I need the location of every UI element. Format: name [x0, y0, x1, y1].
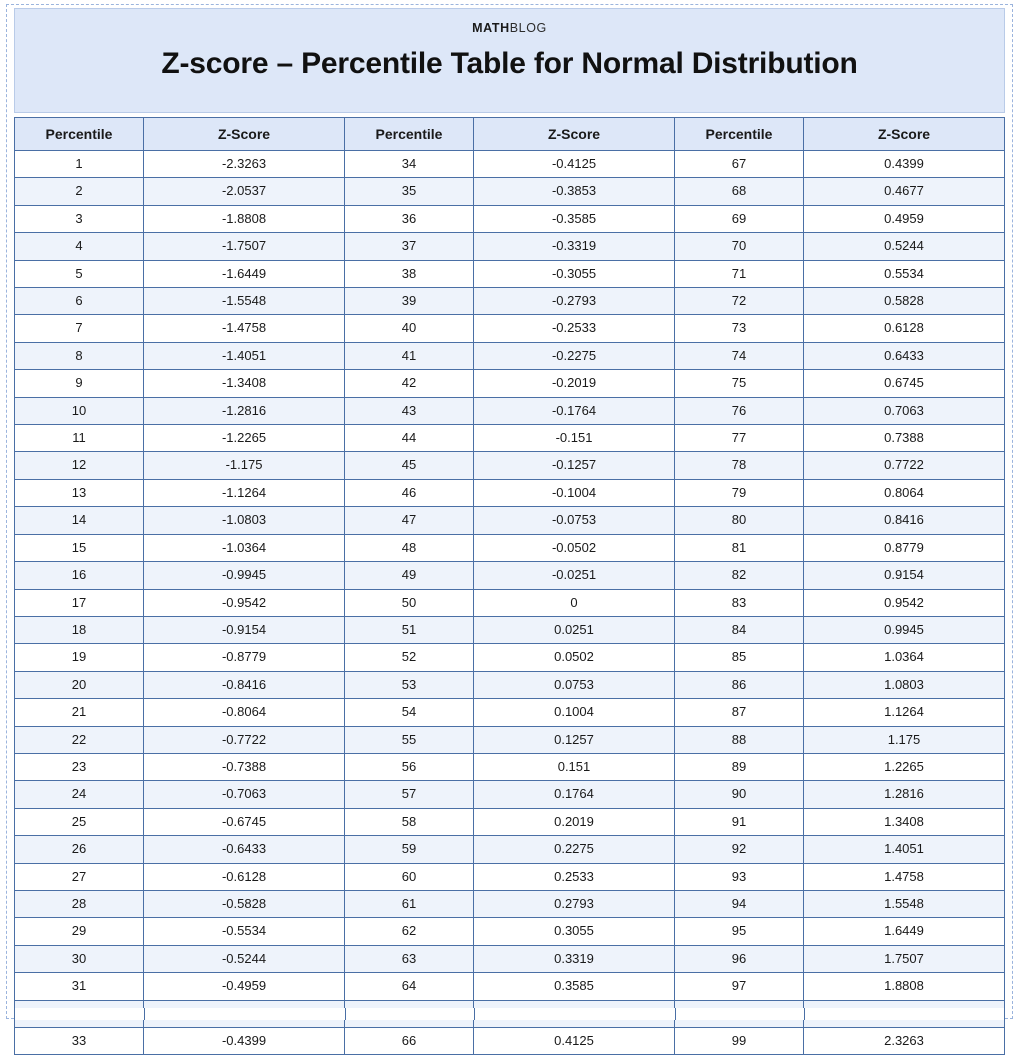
z-score-percentile-table — [14, 117, 1005, 1055]
cell-zscore: 0 — [474, 589, 675, 616]
table-row — [15, 288, 1005, 315]
cell-percentile: 22 — [15, 726, 144, 753]
cell-percentile: 12 — [15, 452, 144, 479]
column-header-percentile-2: Percentile — [345, 118, 474, 151]
cell-zscore: 1.3408 — [804, 808, 1005, 835]
cell-zscore: -0.6128 — [144, 863, 345, 890]
cell-zscore: -0.5828 — [144, 890, 345, 917]
cell-zscore: -0.2019 — [474, 370, 675, 397]
table-bottom-edge — [14, 1008, 1005, 1020]
cell-percentile: 31 — [15, 973, 144, 1000]
cell-percentile: 91 — [675, 808, 804, 835]
table-body — [15, 151, 1005, 1055]
cell-percentile: 8 — [15, 342, 144, 369]
cell-percentile: 35 — [345, 178, 474, 205]
cell-zscore: -1.8808 — [144, 205, 345, 232]
cell-zscore: -0.4125 — [474, 151, 675, 178]
table-row — [15, 616, 1005, 643]
cell-zscore: -0.5534 — [144, 918, 345, 945]
table-row — [15, 973, 1005, 1000]
cell-zscore: 0.9154 — [804, 562, 1005, 589]
cell-percentile: 34 — [345, 151, 474, 178]
cell-percentile: 56 — [345, 753, 474, 780]
cell-zscore: 0.1257 — [474, 726, 675, 753]
cell-percentile: 39 — [345, 288, 474, 315]
table-row — [15, 315, 1005, 342]
cell-zscore: 1.175 — [804, 726, 1005, 753]
table-row — [15, 644, 1005, 671]
cell-zscore: 0.7388 — [804, 425, 1005, 452]
cell-zscore: 0.5534 — [804, 260, 1005, 287]
cell-zscore: -1.0364 — [144, 534, 345, 561]
cell-zscore: -0.0251 — [474, 562, 675, 589]
table-row — [15, 863, 1005, 890]
cell-percentile: 3 — [15, 205, 144, 232]
table-row — [15, 890, 1005, 917]
cell-percentile: 95 — [675, 918, 804, 945]
cell-zscore: 0.4125 — [474, 1028, 675, 1055]
column-header-zscore-3: Z-Score — [804, 118, 1005, 151]
cell-zscore: -0.3853 — [474, 178, 675, 205]
table-row — [15, 836, 1005, 863]
cell-zscore: -0.0502 — [474, 534, 675, 561]
table-row — [15, 1028, 1005, 1055]
cell-zscore: 1.7507 — [804, 945, 1005, 972]
cell-zscore: -1.5548 — [144, 288, 345, 315]
cell-percentile: 71 — [675, 260, 804, 287]
cell-zscore: 0.5244 — [804, 233, 1005, 260]
page-header — [14, 8, 1005, 113]
cell-zscore: 0.5828 — [804, 288, 1005, 315]
cell-percentile: 13 — [15, 479, 144, 506]
cell-percentile: 14 — [15, 507, 144, 534]
cell-percentile: 46 — [345, 479, 474, 506]
cell-percentile: 97 — [675, 973, 804, 1000]
cell-zscore: -0.9154 — [144, 616, 345, 643]
cell-percentile: 38 — [345, 260, 474, 287]
cell-percentile: 28 — [15, 890, 144, 917]
cell-zscore: -0.8064 — [144, 699, 345, 726]
cell-percentile: 10 — [15, 397, 144, 424]
cell-percentile: 44 — [345, 425, 474, 452]
cell-zscore: -0.8416 — [144, 671, 345, 698]
cell-percentile: 48 — [345, 534, 474, 561]
brand-name-bold: MATH — [472, 21, 510, 35]
table-row — [15, 726, 1005, 753]
table-row — [15, 260, 1005, 287]
cell-percentile: 88 — [675, 726, 804, 753]
cell-percentile: 27 — [15, 863, 144, 890]
cell-zscore: 0.8416 — [804, 507, 1005, 534]
cell-percentile: 54 — [345, 699, 474, 726]
cell-percentile: 4 — [15, 233, 144, 260]
cell-zscore: -0.2533 — [474, 315, 675, 342]
cell-zscore: -0.3319 — [474, 233, 675, 260]
cell-zscore: 2.3263 — [804, 1028, 1005, 1055]
cell-percentile: 33 — [15, 1028, 144, 1055]
cell-zscore: -0.7388 — [144, 753, 345, 780]
table-row — [15, 945, 1005, 972]
cell-percentile: 85 — [675, 644, 804, 671]
cell-zscore: 1.0364 — [804, 644, 1005, 671]
table-row — [15, 397, 1005, 424]
cell-percentile: 25 — [15, 808, 144, 835]
cell-zscore: -0.6433 — [144, 836, 345, 863]
table-row — [15, 534, 1005, 561]
cell-percentile: 52 — [345, 644, 474, 671]
cell-percentile: 96 — [675, 945, 804, 972]
cell-percentile: 60 — [345, 863, 474, 890]
cell-percentile: 26 — [15, 836, 144, 863]
cell-percentile: 49 — [345, 562, 474, 589]
cell-percentile: 15 — [15, 534, 144, 561]
cell-zscore: 1.2265 — [804, 753, 1005, 780]
z-score-table-container — [14, 117, 1005, 1055]
cell-zscore: 1.8808 — [804, 973, 1005, 1000]
cell-zscore: -0.1764 — [474, 397, 675, 424]
cell-percentile: 50 — [345, 589, 474, 616]
cell-zscore: -1.2265 — [144, 425, 345, 452]
cell-percentile: 92 — [675, 836, 804, 863]
cell-percentile: 47 — [345, 507, 474, 534]
cell-percentile: 57 — [345, 781, 474, 808]
cell-percentile: 6 — [15, 288, 144, 315]
cell-percentile: 63 — [345, 945, 474, 972]
cell-percentile: 7 — [15, 315, 144, 342]
cell-percentile: 1 — [15, 151, 144, 178]
cell-zscore: -0.2275 — [474, 342, 675, 369]
cell-percentile: 78 — [675, 452, 804, 479]
cell-zscore: 0.3585 — [474, 973, 675, 1000]
cell-zscore: 0.151 — [474, 753, 675, 780]
cell-percentile: 53 — [345, 671, 474, 698]
cell-percentile: 72 — [675, 288, 804, 315]
cell-zscore: 0.6433 — [804, 342, 1005, 369]
cell-zscore: -0.4959 — [144, 973, 345, 1000]
cell-percentile: 20 — [15, 671, 144, 698]
cell-percentile: 69 — [675, 205, 804, 232]
table-row — [15, 342, 1005, 369]
table-row — [15, 781, 1005, 808]
cell-zscore: 1.0803 — [804, 671, 1005, 698]
table-row — [15, 507, 1005, 534]
cell-zscore: 1.2816 — [804, 781, 1005, 808]
cell-zscore: 0.6128 — [804, 315, 1005, 342]
table-row — [15, 918, 1005, 945]
cell-zscore: -0.4399 — [144, 1028, 345, 1055]
cell-percentile: 30 — [15, 945, 144, 972]
cell-percentile: 73 — [675, 315, 804, 342]
cell-zscore: -0.0753 — [474, 507, 675, 534]
cell-percentile: 76 — [675, 397, 804, 424]
cell-percentile: 90 — [675, 781, 804, 808]
cell-zscore: 1.6449 — [804, 918, 1005, 945]
cell-percentile: 21 — [15, 699, 144, 726]
cell-percentile: 77 — [675, 425, 804, 452]
table-row — [15, 452, 1005, 479]
cell-percentile: 45 — [345, 452, 474, 479]
cell-zscore: 0.7722 — [804, 452, 1005, 479]
cell-zscore: -1.6449 — [144, 260, 345, 287]
cell-percentile: 9 — [15, 370, 144, 397]
table-header-row — [15, 118, 1005, 151]
cell-percentile: 68 — [675, 178, 804, 205]
cell-percentile: 94 — [675, 890, 804, 917]
cell-percentile: 43 — [345, 397, 474, 424]
cell-zscore: 0.1764 — [474, 781, 675, 808]
cell-percentile: 84 — [675, 616, 804, 643]
cell-zscore: 0.3055 — [474, 918, 675, 945]
cell-percentile: 70 — [675, 233, 804, 260]
cell-zscore: 0.9542 — [804, 589, 1005, 616]
cell-percentile: 67 — [675, 151, 804, 178]
cell-zscore: -1.4051 — [144, 342, 345, 369]
cell-zscore: -1.1264 — [144, 479, 345, 506]
cell-zscore: -1.3408 — [144, 370, 345, 397]
cell-zscore: 1.4758 — [804, 863, 1005, 890]
cell-zscore: -0.1257 — [474, 452, 675, 479]
column-header-zscore-2: Z-Score — [474, 118, 675, 151]
cell-percentile: 17 — [15, 589, 144, 616]
cell-zscore: -1.175 — [144, 452, 345, 479]
cell-zscore: -1.4758 — [144, 315, 345, 342]
cell-zscore: -0.7063 — [144, 781, 345, 808]
cell-zscore: -0.1004 — [474, 479, 675, 506]
cell-zscore: -0.7722 — [144, 726, 345, 753]
cell-zscore: -0.9945 — [144, 562, 345, 589]
cell-zscore: 0.7063 — [804, 397, 1005, 424]
cell-zscore: 0.8064 — [804, 479, 1005, 506]
column-header-zscore-1: Z-Score — [144, 118, 345, 151]
cell-zscore: 0.2275 — [474, 836, 675, 863]
brand-name-light: BLOG — [509, 21, 547, 35]
cell-percentile: 55 — [345, 726, 474, 753]
cell-zscore: -2.3263 — [144, 151, 345, 178]
table-row — [15, 425, 1005, 452]
cell-percentile: 58 — [345, 808, 474, 835]
cell-percentile: 61 — [345, 890, 474, 917]
cell-zscore: 0.6745 — [804, 370, 1005, 397]
cell-percentile: 74 — [675, 342, 804, 369]
cell-percentile: 23 — [15, 753, 144, 780]
cell-percentile: 75 — [675, 370, 804, 397]
cell-percentile: 40 — [345, 315, 474, 342]
cell-zscore: -1.7507 — [144, 233, 345, 260]
cell-zscore: -0.8779 — [144, 644, 345, 671]
cell-percentile: 37 — [345, 233, 474, 260]
cell-zscore: 0.4959 — [804, 205, 1005, 232]
cell-percentile: 42 — [345, 370, 474, 397]
cell-zscore: -0.9542 — [144, 589, 345, 616]
cell-percentile: 64 — [345, 973, 474, 1000]
column-header-percentile-3: Percentile — [675, 118, 804, 151]
cell-zscore: 0.4399 — [804, 151, 1005, 178]
table-row — [15, 808, 1005, 835]
cell-percentile: 82 — [675, 562, 804, 589]
cell-zscore: 0.1004 — [474, 699, 675, 726]
cell-percentile: 36 — [345, 205, 474, 232]
table-row — [15, 178, 1005, 205]
cell-percentile: 86 — [675, 671, 804, 698]
cell-percentile: 41 — [345, 342, 474, 369]
cell-zscore: 0.8779 — [804, 534, 1005, 561]
table-row — [15, 233, 1005, 260]
brand-logo — [15, 21, 1004, 35]
cell-zscore: -0.6745 — [144, 808, 345, 835]
cell-percentile: 80 — [675, 507, 804, 534]
cell-zscore: -2.0537 — [144, 178, 345, 205]
table-row — [15, 205, 1005, 232]
column-header-percentile-1: Percentile — [15, 118, 144, 151]
cell-zscore: 0.4677 — [804, 178, 1005, 205]
cell-percentile: 2 — [15, 178, 144, 205]
cell-zscore: 0.9945 — [804, 616, 1005, 643]
cell-zscore: 0.2533 — [474, 863, 675, 890]
cell-percentile: 11 — [15, 425, 144, 452]
cell-zscore: 0.2793 — [474, 890, 675, 917]
cell-zscore: 0.0251 — [474, 616, 675, 643]
cell-percentile: 83 — [675, 589, 804, 616]
cell-percentile: 16 — [15, 562, 144, 589]
cell-percentile: 87 — [675, 699, 804, 726]
cell-zscore: -1.2816 — [144, 397, 345, 424]
cell-zscore: 0.3319 — [474, 945, 675, 972]
table-row — [15, 151, 1005, 178]
cell-zscore: -1.0803 — [144, 507, 345, 534]
table-row — [15, 479, 1005, 506]
cell-percentile: 93 — [675, 863, 804, 890]
cell-percentile: 51 — [345, 616, 474, 643]
cell-percentile: 66 — [345, 1028, 474, 1055]
cell-percentile: 24 — [15, 781, 144, 808]
cell-zscore: 0.0753 — [474, 671, 675, 698]
cell-zscore: -0.3585 — [474, 205, 675, 232]
table-row — [15, 562, 1005, 589]
page-title: Z-score – Percentile Table for Normal Distribution — [161, 47, 858, 80]
cell-percentile: 29 — [15, 918, 144, 945]
table-row — [15, 699, 1005, 726]
cell-zscore: -0.3055 — [474, 260, 675, 287]
cell-percentile: 79 — [675, 479, 804, 506]
table-row — [15, 589, 1005, 616]
cell-zscore: -0.2793 — [474, 288, 675, 315]
cell-percentile: 99 — [675, 1028, 804, 1055]
cell-percentile: 62 — [345, 918, 474, 945]
cell-percentile: 89 — [675, 753, 804, 780]
cell-zscore: -0.151 — [474, 425, 675, 452]
cell-percentile: 18 — [15, 616, 144, 643]
cell-zscore: 1.5548 — [804, 890, 1005, 917]
table-row — [15, 753, 1005, 780]
cell-percentile: 81 — [675, 534, 804, 561]
table-row — [15, 671, 1005, 698]
cell-zscore: 0.2019 — [474, 808, 675, 835]
cell-zscore: 1.1264 — [804, 699, 1005, 726]
cell-percentile: 59 — [345, 836, 474, 863]
cell-percentile: 5 — [15, 260, 144, 287]
table-row — [15, 370, 1005, 397]
cell-zscore: 1.4051 — [804, 836, 1005, 863]
cell-percentile: 19 — [15, 644, 144, 671]
cell-zscore: 0.0502 — [474, 644, 675, 671]
cell-zscore: -0.5244 — [144, 945, 345, 972]
